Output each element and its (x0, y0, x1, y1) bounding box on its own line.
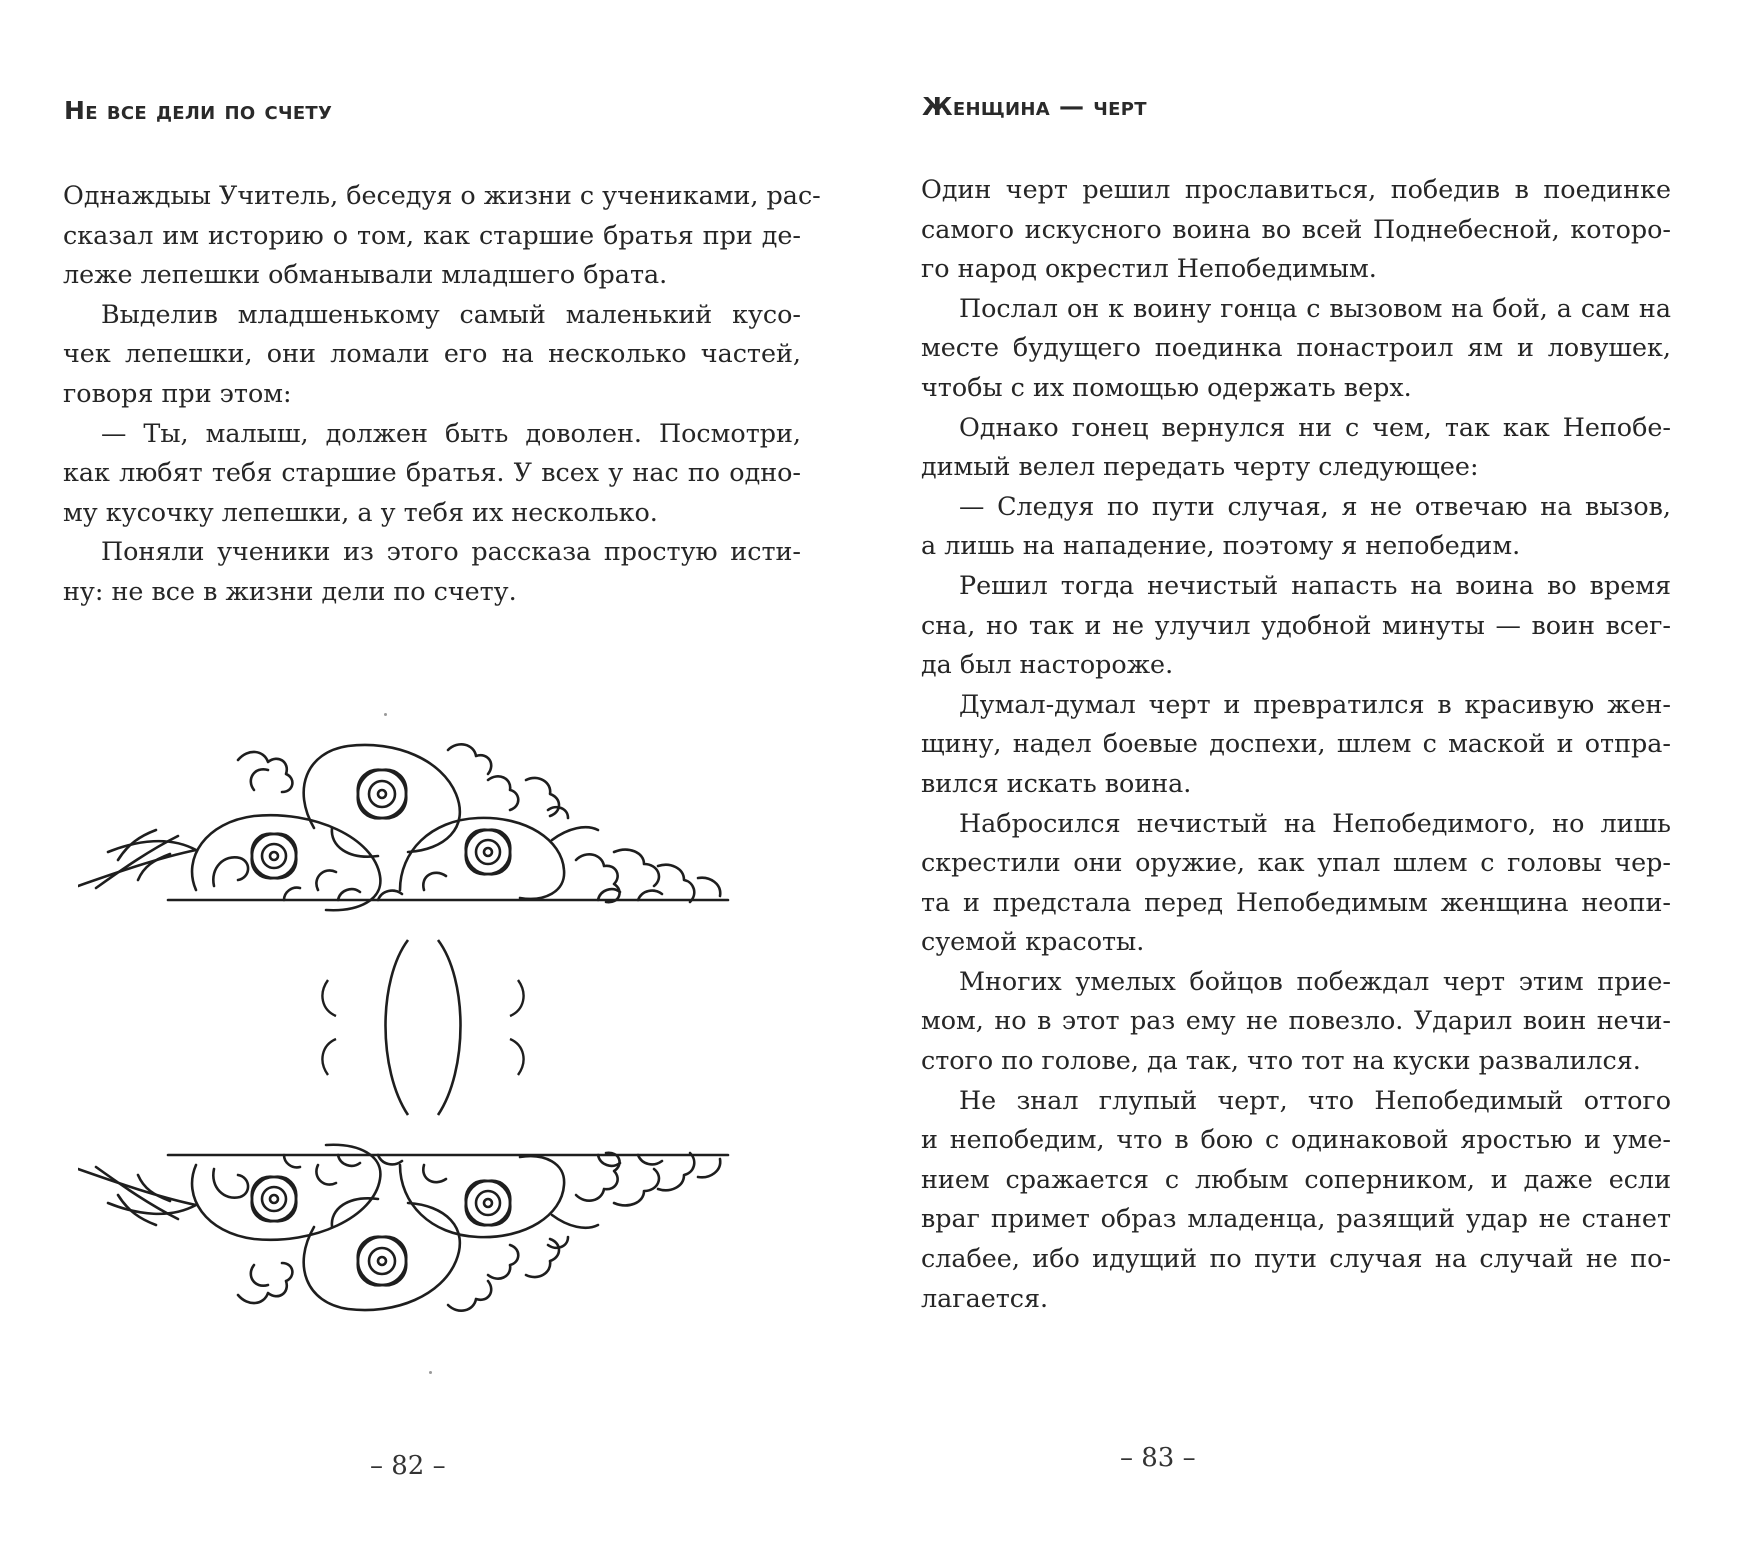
text-line: да был настороже. (921, 649, 1174, 680)
page-heading: Не все дели по счету (64, 96, 333, 125)
text-line: а лишь на нападение, поэтому я непобедим. (921, 530, 1521, 561)
text-line: Многих умелых бойцов побеждал черт этим прие- (959, 965, 1671, 996)
text-line: говоря при этом: (63, 377, 292, 408)
left-page (0, 0, 871, 1543)
text-line: сна, но так и не улучил удобной минуты — воин всег- (921, 609, 1671, 640)
text-line: Поняли ученики из этого рассказа простую исти- (101, 536, 801, 567)
text-line: Послал он к воину гонца с вызовом на бой, а сам на (959, 292, 1671, 323)
text-line: Думал-думал черт и превратился в красивую жен- (959, 688, 1671, 719)
text-line: леже лепешки обманывали младшего брата. (63, 259, 668, 290)
text-line: го народ окрестил Непобедимым. (921, 253, 1377, 284)
text-line: Решил тогда нечистый напасть на воина во время (959, 569, 1671, 600)
page-number: – 83 – (1120, 1443, 1196, 1473)
text-line: как любят тебя старшие братья. У всех у нас по одно- (63, 457, 801, 488)
paper-speck (384, 713, 387, 716)
text-line: Не знал глупый черт, что Непобедимый оттого (959, 1084, 1671, 1115)
text-line: лагается. (921, 1282, 1049, 1313)
text-line: чек лепешки, они ломали его на несколько частей, (63, 338, 801, 369)
text-line: мом, но в этот раз ему не повезло. Ударил воин нечи- (921, 1005, 1671, 1036)
text-line: Один черт решил прославиться, победив в поединке (921, 174, 1671, 204)
text-line: стого по голове, да так, что тот на куски развалился. (921, 1045, 1641, 1076)
right-page (872, 0, 1743, 1543)
text-line: самого искусного воина во всей Поднебесной, которо- (921, 213, 1671, 244)
text-line: му кусочку лепешки, а у тебя их несколько. (63, 496, 658, 527)
text-line: вился искать воина. (921, 767, 1192, 798)
text-line: та и предстала перед Непобедимым женщина неопи- (921, 886, 1671, 917)
text-line: щину, надел боевые доспехи, шлем с маской и отпра- (921, 728, 1671, 759)
text-line: Однако гонец вернулся ни с чем, так как Непобе- (959, 411, 1671, 442)
text-line: ну: не все в жизни дели по счету. (63, 575, 517, 606)
text-line: Набросился нечистый на Непобедимого, но лишь (959, 807, 1671, 838)
text-line: скрестили они оружие, как упал шлем с головы чер- (921, 847, 1671, 878)
text-line: — Следуя по пути случая, я не отвечаю на вызов, (959, 490, 1671, 521)
page-heading: Женщина — черт (922, 92, 1147, 121)
text-line: враг примет образ младенца, разящий удар не станет (921, 1203, 1671, 1234)
paper-speck (429, 1371, 432, 1374)
text-line: месте будущего поединка понастроил ям и ловушек, (921, 332, 1671, 363)
text-line: слабее, ибо идущий по пути случая на случай не по- (921, 1243, 1671, 1274)
text-line: димый велел передать черту следующее: (921, 451, 1479, 482)
text-line: Однаждыы Учитель, беседуя о жизни с учениками, рас- (63, 180, 821, 210)
text-line: Выделив младшенькому самый маленький кусо- (101, 298, 801, 329)
text-line: суемой красоты. (921, 926, 1145, 957)
page-number: – 82 – (370, 1451, 446, 1481)
text-line: чтобы с их помощью одержать верх. (921, 371, 1412, 402)
text-line: и непобедим, что в бою с одинаковой яростью и уме- (921, 1124, 1671, 1155)
text-line: нием сражается с любым соперником, и даже если (921, 1163, 1671, 1194)
text-line: — Ты, малыш, должен быть доволен. Посмотри, (101, 417, 801, 448)
text-line: сказал им историю о том, как старшие братья при де- (63, 219, 801, 250)
floral-ornament-icon (78, 740, 768, 1315)
page-body-text (921, 170, 1671, 1318)
page-body-text (63, 176, 821, 612)
